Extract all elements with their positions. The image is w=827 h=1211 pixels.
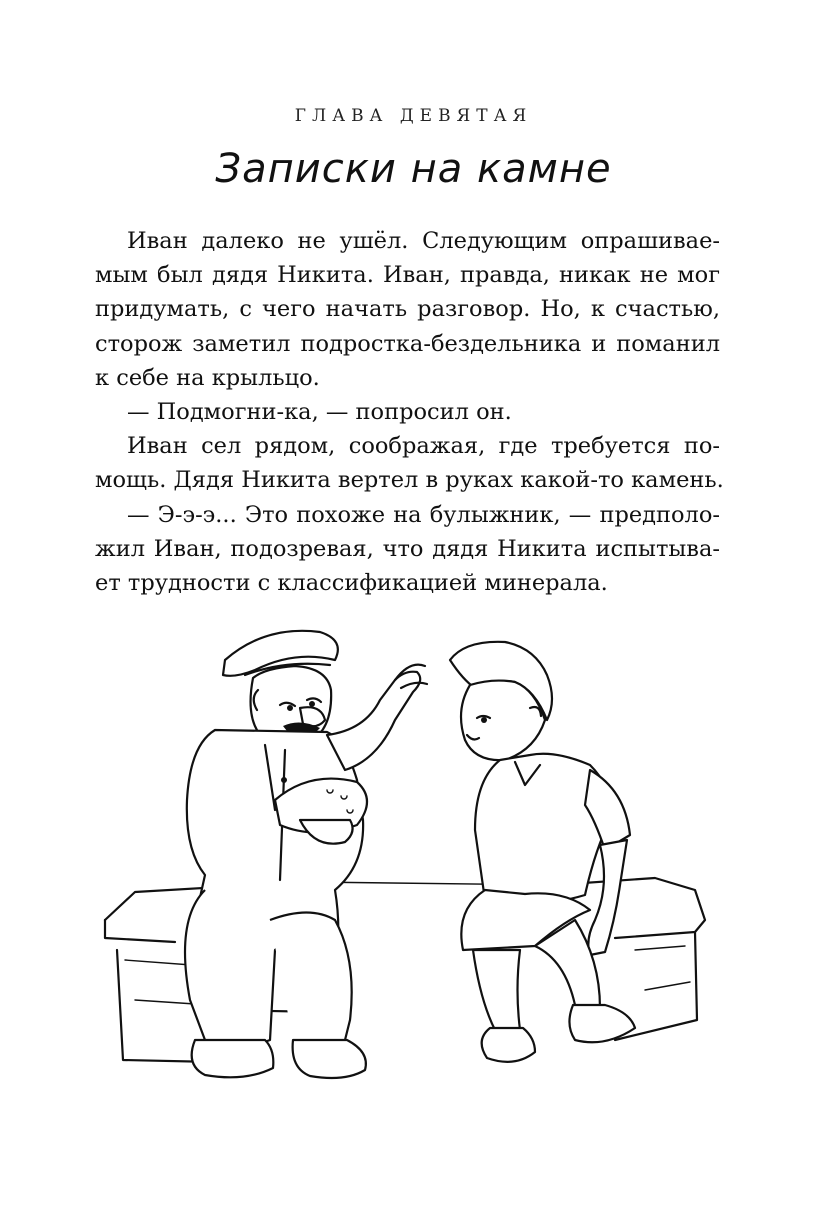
boy-figure: [450, 642, 635, 1062]
text-line: жил Иван, подозревая, что дядя Никита испытыва-: [95, 535, 720, 562]
text-line: Иван сел рядом, соображая, где требуется по-: [127, 433, 720, 460]
text-line: сторож заметил подростка-бездельника и поманил: [95, 330, 720, 357]
old-man-figure: [185, 631, 427, 1078]
text-line: Иван далеко не ушёл. Следующим опрашивае-: [127, 228, 720, 254]
chapter-label: ГЛАВА ДЕВЯТАЯ: [294, 106, 533, 126]
text-line: ет трудности с классификацией минерала.: [95, 569, 608, 596]
text-line: к себе на крыльцо.: [95, 364, 320, 391]
text-line: мым был дядя Никита. Иван, правда, никак не мог: [95, 262, 720, 289]
text-line: мощь. Дядя Никита вертел в руках какой-то камень.: [95, 467, 724, 494]
text-line: — Э-э-э... Это похоже на булыжник, — предполо-: [127, 501, 720, 528]
illustration: [95, 620, 720, 1090]
text-line: придумать, с чего начать разговор. Но, к счастью,: [95, 296, 720, 323]
chapter-title: Записки на камне: [215, 146, 612, 192]
text-line: — Подмогни-ка, — попросил он.: [127, 398, 512, 425]
illustration-drawing: [95, 620, 720, 1090]
body-text: [95, 224, 724, 600]
